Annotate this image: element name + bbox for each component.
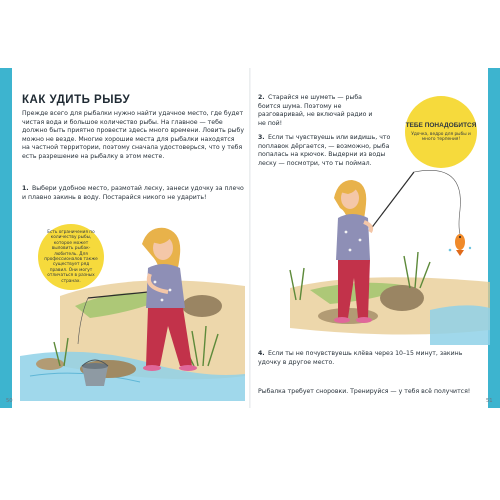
girl-catching-fish-illustration: [290, 170, 490, 345]
left-page-edge: [0, 68, 12, 408]
step-1: [22, 185, 244, 202]
step-4: [258, 350, 480, 367]
step-1-text: Выбери удобное место, размотай леску, занеси удочку за плечо и плавно закинь в воду. Постарайся никого не ударить!: [22, 185, 244, 201]
step-2-number: 2.: [258, 94, 265, 101]
step-1-number: 1.: [22, 185, 29, 192]
step-3: [258, 134, 398, 168]
you-will-need-title: ТЕБЕ ПОНАДОБИТСЯ: [405, 121, 477, 129]
step-2-text: Старайся не шуметь — рыба боится шума. Поэтому не разговаривай, не включай радио и не пой!: [258, 94, 373, 127]
girl-fishing-illustration: [20, 226, 245, 401]
step-3-number: 3.: [258, 134, 265, 141]
step-4-number: 4.: [258, 350, 265, 357]
you-will-need-text: Удочка, ведро для рыбы и много терпения!: [411, 131, 471, 142]
intro-paragraph: Прежде всего для рыбалки нужно найти удачное место, где будет чистая вода и большое количество рыбы. На главное — тебе должно быть приятно провести здесь много времени. Ловить рыбу можно не везде. Многие хорошие места для рыбалки находятся на частной территории, поэтому сначала удостоверься, что у тебя есть разрешение на рыбалку в этом месте.: [22, 110, 244, 160]
you-will-need-bubble: [405, 96, 477, 168]
outro-paragraph: Рыбалка требует сноровки. Тренируйся — у тебя всё получится!: [258, 388, 471, 395]
page-number-left: 50: [6, 398, 13, 404]
fish-icon: [455, 234, 465, 256]
step-2: [258, 94, 376, 128]
limits-note-bubble: Есть ограничения по количеству рыбы, которое может выловить рыбак-любитель. Для профессионалов также существует ряд правил. Они могут отличаться в разных странах.: [38, 224, 104, 290]
step-3-text: Если ты чувствуешь или видишь, что поплавок дёргается, — возможно, рыба попалась на крючок. Выдерни из воды леску — посмотри, что ты поймал.: [258, 134, 391, 167]
page-gutter: [249, 68, 251, 408]
page-title: КАК УДИТЬ РЫБУ: [22, 94, 131, 106]
page-number-right: 51: [486, 398, 493, 404]
bucket-icon: [82, 360, 108, 386]
step-4-text: Если ты не почувствуешь клёва через 10–15 минут, закинь удочку в другое место.: [258, 350, 463, 366]
